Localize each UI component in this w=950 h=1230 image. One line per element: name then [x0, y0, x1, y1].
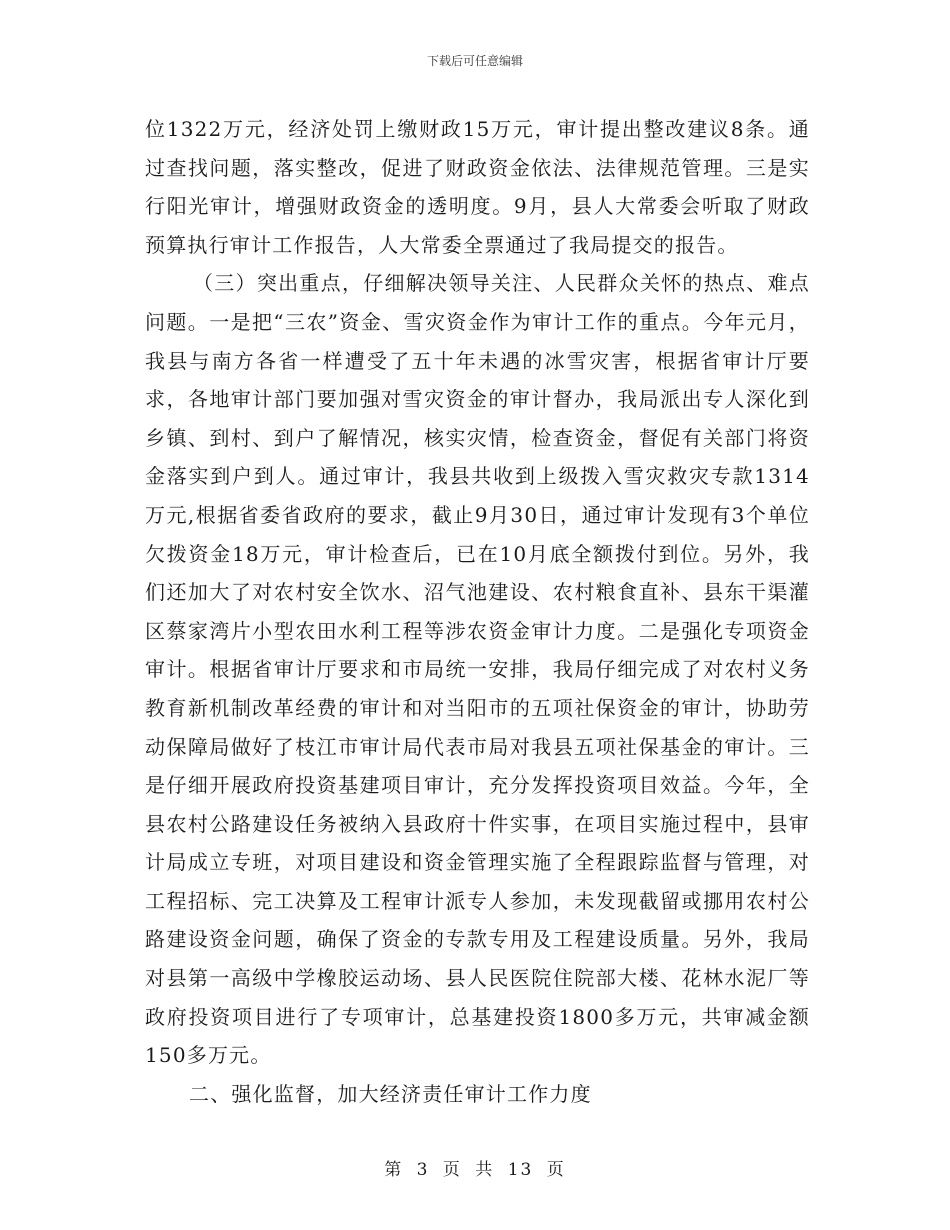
footer-label-di: 第: [384, 1160, 404, 1180]
section-heading-2: 二、强化监督，加大经济责任审计工作力度: [189, 1081, 592, 1106]
page-footer: [0, 1155, 950, 1180]
paragraph-2: （三）突出重点，仔细解决领导关注、人民群众关怀的热点、难点问题。一是把“三农”资金、雪灾资金作为审计工作的重点。今年元月，我县与南方各省一样遭受了五十年未遇的冰雪灾害，根据省审计厅要求，各地审计部门要加强对雪灾资金的审计督办，我局派出专人深化到乡镇、到村、到户了解情况，核实灾情，检查资金，督促有关部门将资金落实到户到人。通过审计，我县共收到上级拨入雪灾救灾专款1314万元,根据省委省政府的要求，截止9月30日，通过审计发现有3个单位欠拨资金18万元，审计检查后，已在10月底全额拨付到位。另外，我们还加大了对农村安全饮水、沼气池建设、农村粮食直补、县东干渠灌区蔡家湾片小型农田水利工程等涉农资金审计力度。二是强化专项资金审计。根据省审计厅要求和市局统一安排，我局仔细完成了对农村义务教育新机制改革经费的审计和对当阳市的五项社保资金的审计，协助劳动保障局做好了枝江市审计局代表市局对我县五项社保基金的审计。三是仔细开展政府投资基建项目审计，充分发挥投资项目效益。今年，全县农村公路建设任务被纳入县政府十件实事，在项目实施过程中，县审计局成立专班，对项目建设和资金管理实施了全程跟踪监督与管理，对工程招标、完工决算及工程审计派专人参加，未发现截留或挪用农村公路建设资金问题，确保了资金的专款专用及工程建设质量。另外，我局对县第一高级中学橡胶运动场、县人民医院住院部大楼、花林水泥厂等政府投资项目进行了专项审计，总基建投资1800多万元，共审减金额150多万元。: [145, 271, 810, 1068]
footer-label-ye-2: 页: [546, 1160, 566, 1180]
document-body: [145, 110, 810, 1113]
footer-label-ye: 页: [442, 1160, 462, 1180]
footer-page-number: 3: [416, 1160, 430, 1180]
footer-label-gong: 共: [475, 1160, 495, 1180]
page-header: 下载后可任意编辑: [426, 54, 523, 68]
paragraph-1: 位1322万元，经济处罚上缴财政15万元，审计提出整改建议8条。通过查找问题，落实整改，促进了财政资金依法、法律规范管理。三是实行阳光审计，增强财政资金的透明度。9月，县人大常委会听取了财政预算执行审计工作报告，人大常委全票通过了我局提交的报告。: [145, 117, 810, 257]
footer-total-pages: 13: [507, 1160, 534, 1180]
